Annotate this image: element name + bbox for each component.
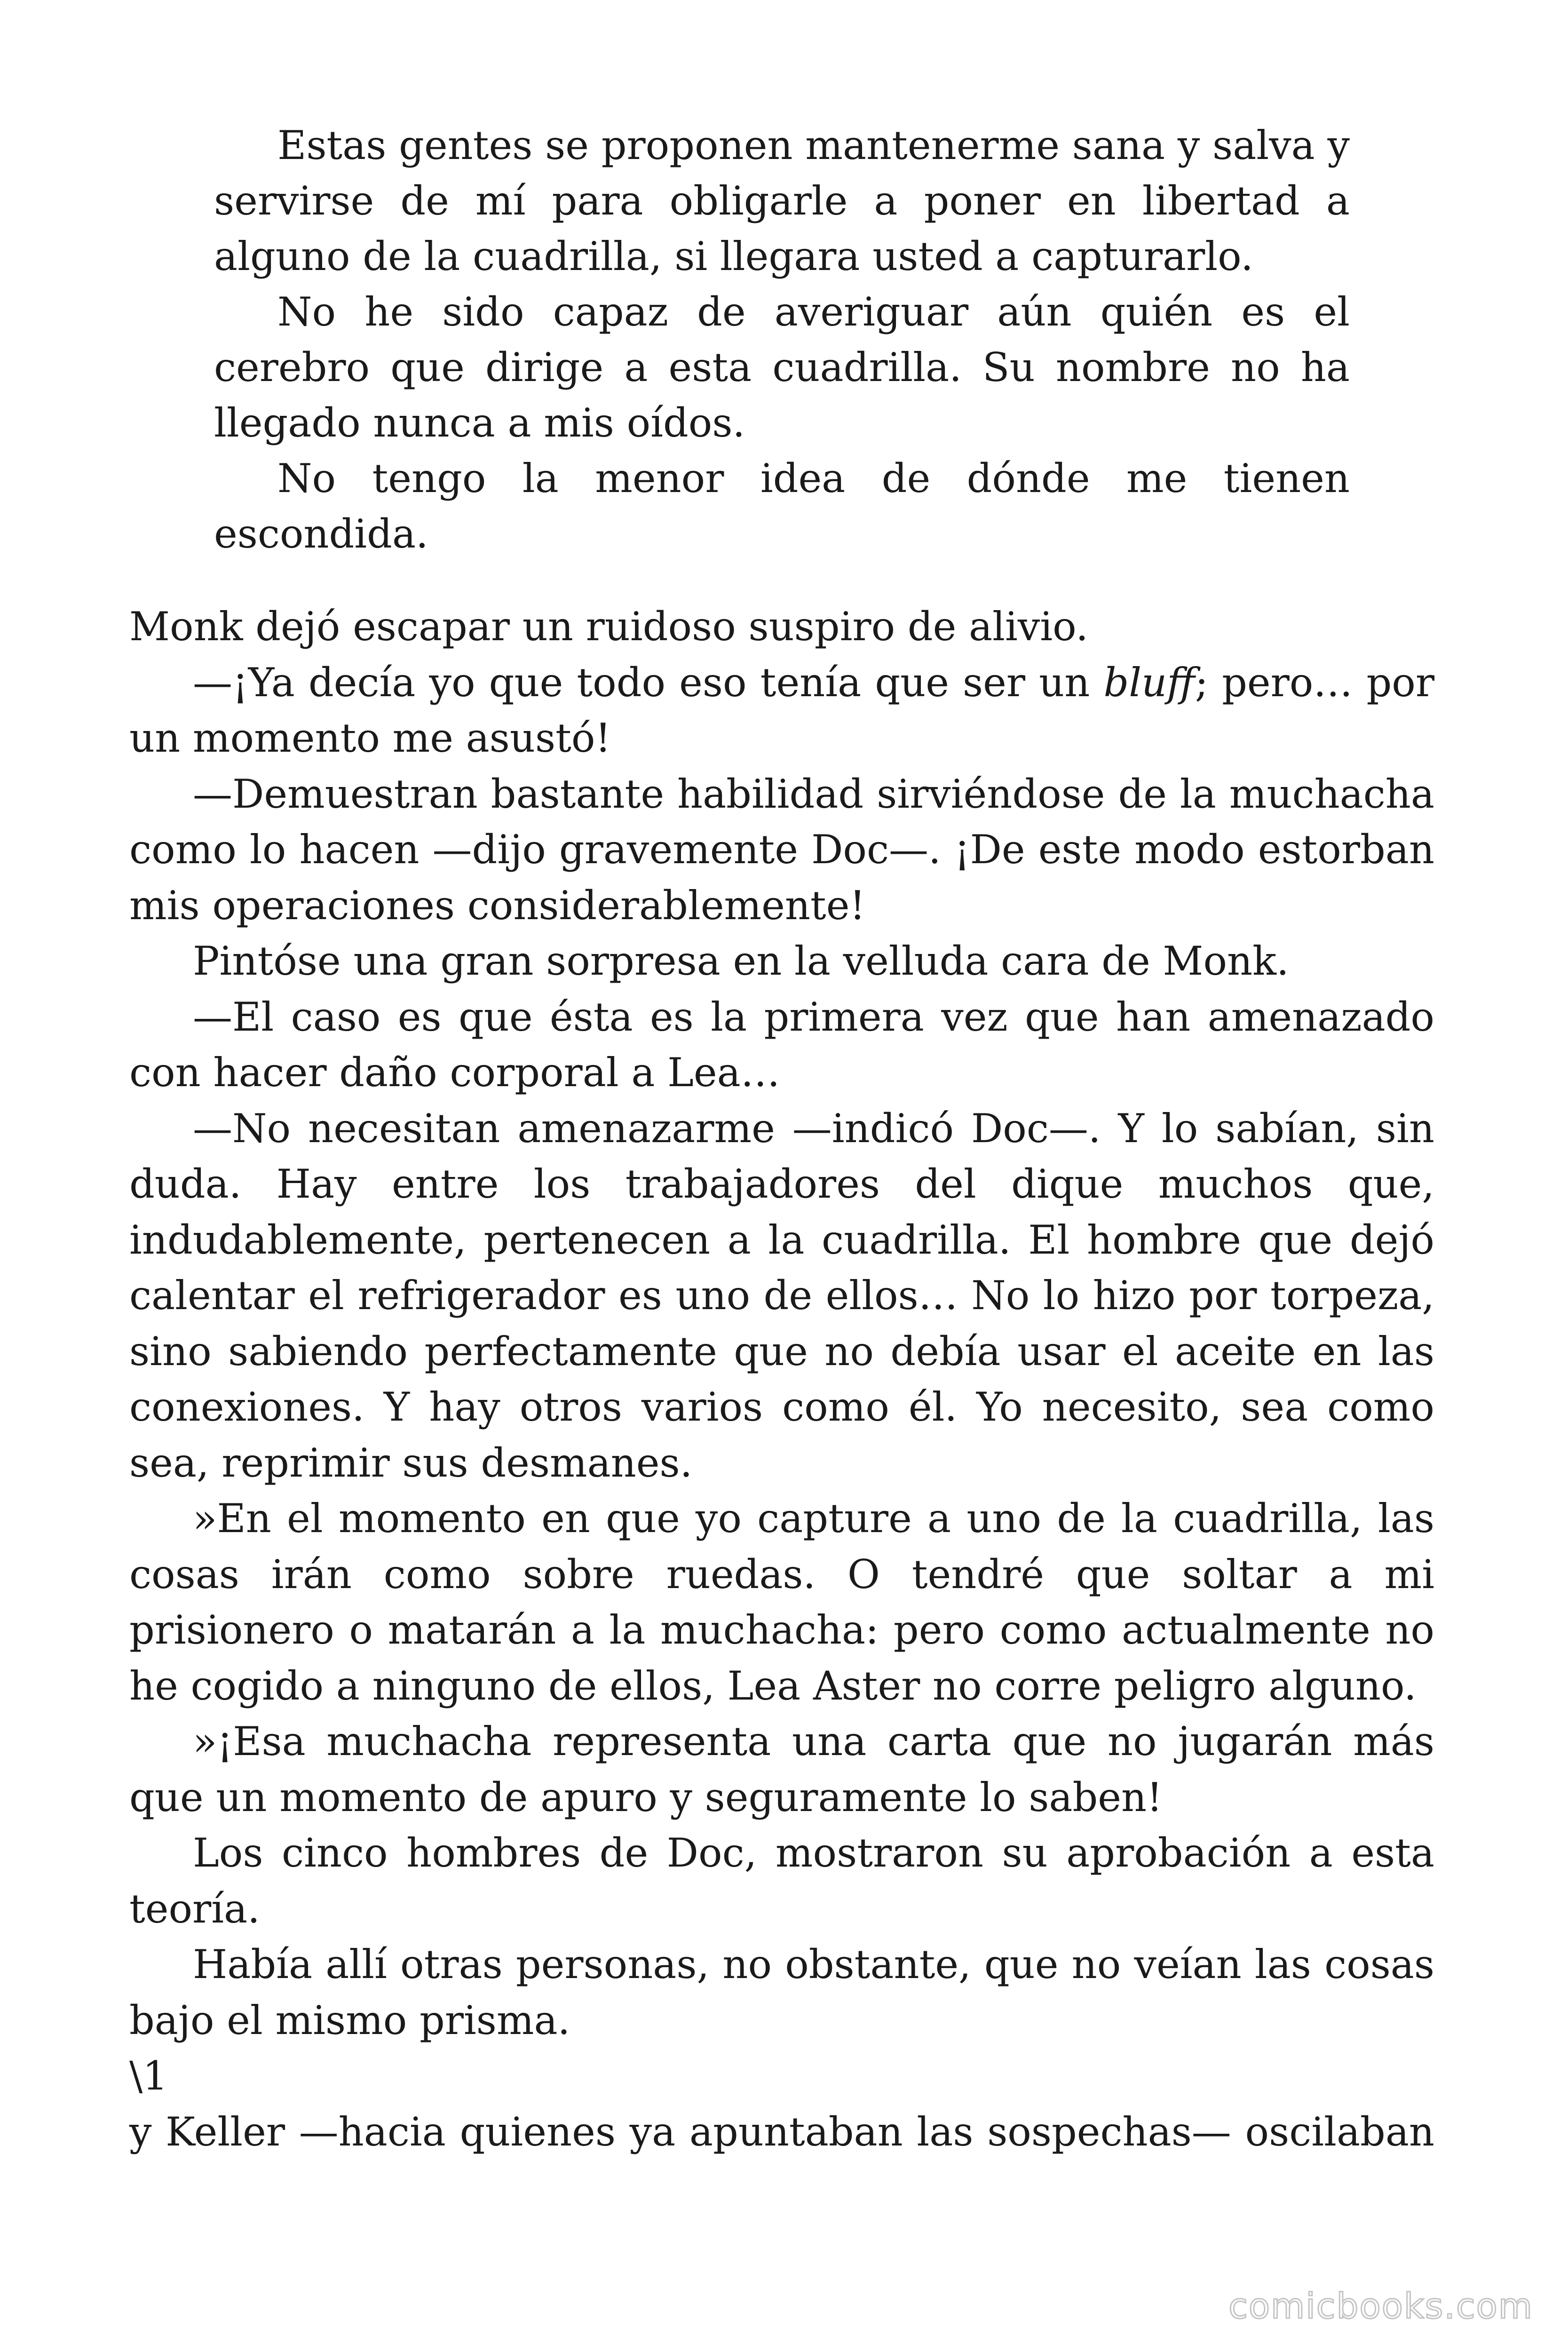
- narrative-text: [129, 599, 1434, 2160]
- letter-quote-block: [214, 118, 1350, 562]
- paragraph-capture: »En el momento en que yo capture a uno de la cuadrilla, las cosas irán como sobre ruedas. O tendré que soltar a mi prisionero o matarán a la muchacha: pero como actualmente no he cogido a ninguno de ellos, Lea Aster no corre peligro alguno.: [129, 1495, 1434, 1709]
- paragraph-keller: y Keller —hacia quienes ya apuntaban las sospechas— oscilaban: [129, 2108, 1434, 2155]
- paragraph-sorpresa: Pintóse una gran sorpresa en la velluda cara de Monk.: [193, 938, 1289, 984]
- paragraph-amenazado: —El caso es que ésta es la primera vez que han amenazado con hacer daño corporal a Lea…: [129, 993, 1434, 1096]
- letter-paragraph-3: No tengo la menor idea de dónde me tienen escondida.: [214, 455, 1350, 557]
- paragraph-otras-personas: Había allí otras personas, no obstante, que no veían las cosas bajo el mismo prisma.: [129, 1941, 1434, 2043]
- stray-marker: \1: [129, 2053, 168, 2099]
- letter-paragraph-2: No he sido capaz de averiguar aún quién es el cerebro que dirige a esta cuadrilla. Su nombre no ha llegado nunca a mis oídos.: [214, 289, 1350, 446]
- text-segment: ; pero… por un momento me asustó!: [129, 659, 1434, 761]
- emphasis-bluff: bluff: [1103, 659, 1195, 706]
- paragraph-monk-sigh: Monk dejó escapar un ruidoso suspiro de alivio.: [129, 604, 1088, 650]
- paragraph-doc-trabajadores: —No necesitan amenazarme —indicó Doc—. Y lo sabían, sin duda. Hay entre los trabajadores del dique muchos que, indudablemente, pertenecen a la cuadrilla. El hombre que dejó calentar el refrigerador es uno de ellos… No lo hizo por torpeza, sino sabiendo perfectamente que no debía usar el aceite en las conexiones. Y hay otros varios como él. Yo necesito, sea como sea, reprimir sus desmanes.: [129, 1105, 1434, 1486]
- letter-paragraph-1: Estas gentes se proponen mantenerme sana y salva y servirse de mí para obligarle a poner en libertad a alguno de la cuadrilla, si llegara usted a capturarlo.: [214, 122, 1350, 279]
- paragraph-doc-habilidad: —Demuestran bastante habilidad sirviéndose de la muchacha como lo hacen —dijo gravemente Doc—. ¡De este modo estorban mis operaciones considerablemente!: [129, 771, 1434, 929]
- text-segment: —¡Ya decía yo que todo eso tenía que ser un: [193, 659, 1104, 706]
- watermark: comicbooks.com: [1228, 2286, 1533, 2327]
- paragraph-cinco-hombres: Los cinco hombres de Doc, mostraron su aprobación a esta teoría.: [129, 1830, 1434, 1932]
- paragraph-carta: »¡Esa muchacha representa una carta que no jugarán más que un momento de apuro y seguramente lo saben!: [129, 1718, 1434, 1820]
- paragraph-monk-bluff: [129, 655, 1434, 766]
